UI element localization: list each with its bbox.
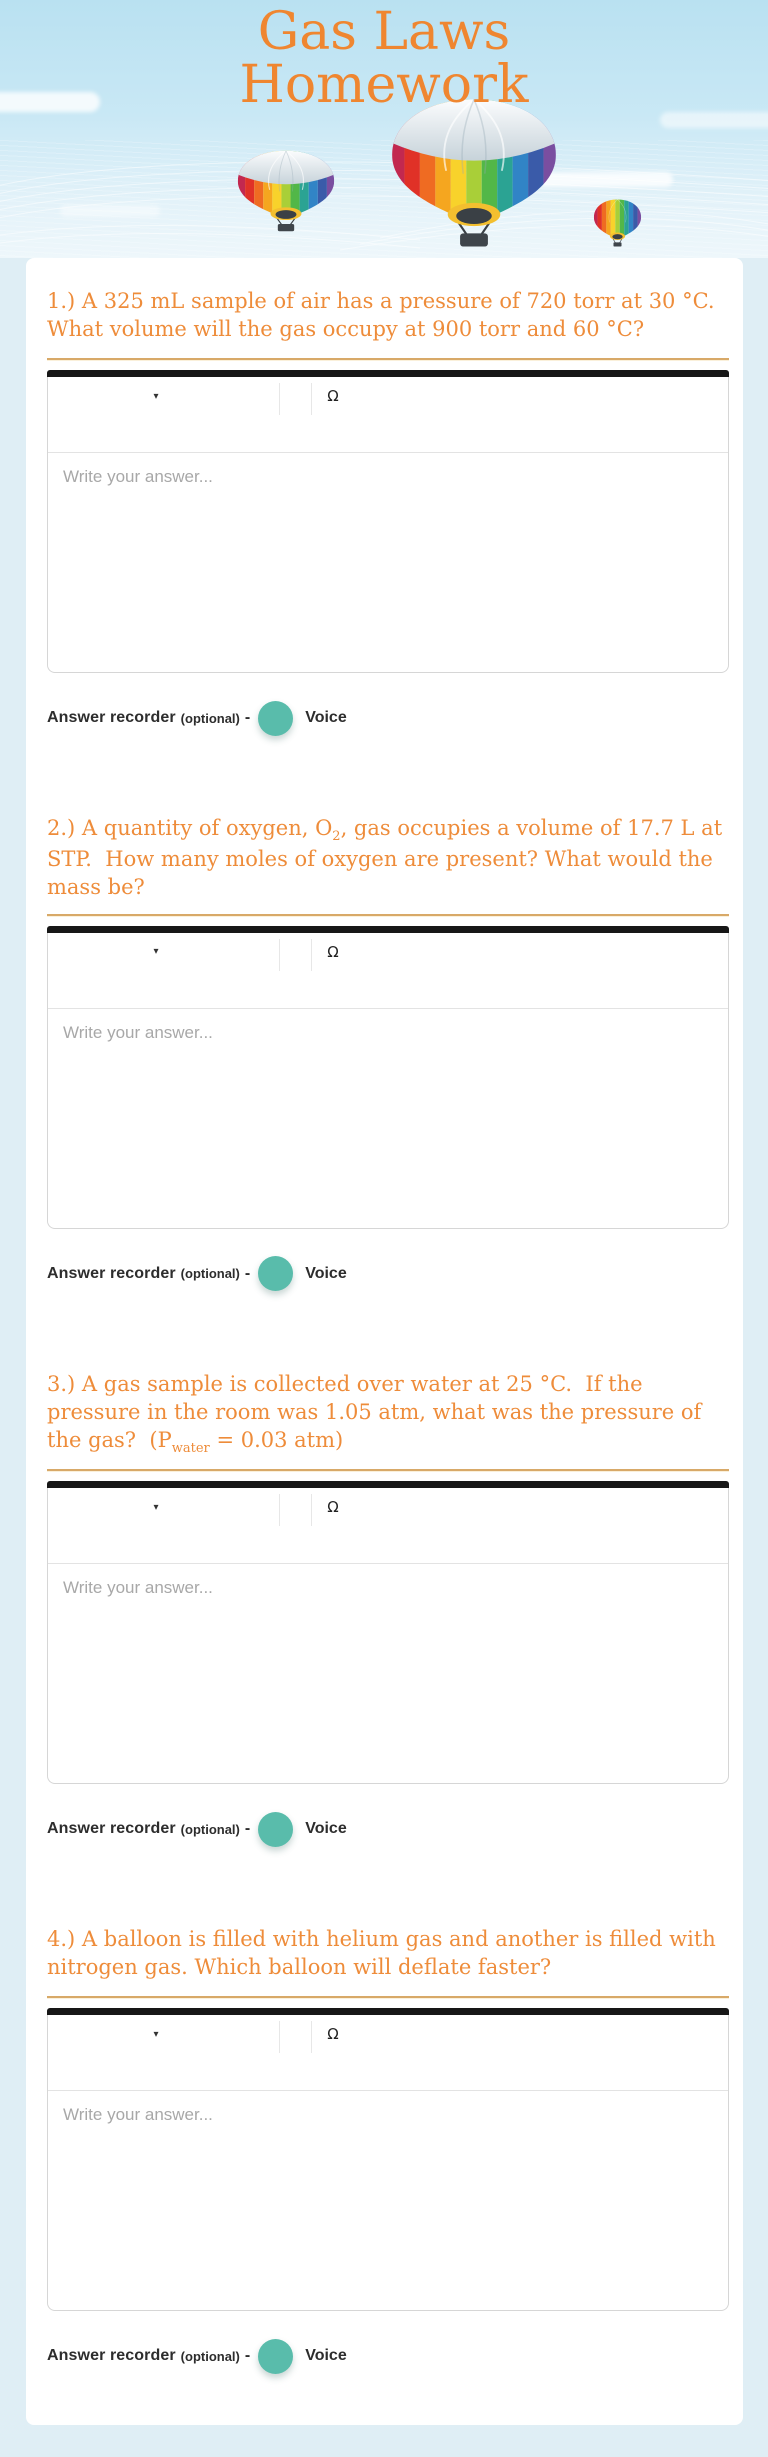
special-characters-button[interactable] [314,379,352,413]
toolbar-separator [279,2021,280,2053]
omega-icon: Ω [327,2025,339,2044]
recorder-optional-label: (optional) [180,710,240,726]
editor-top-bar [47,1481,729,1488]
recorder-label: Answer recorder [47,1820,176,1838]
voice-record-button-1[interactable] [258,701,293,736]
hot-air-balloon-medium [236,150,336,232]
question-block-3 [47,1371,729,1848]
voice-record-button-2[interactable] [258,1256,293,1291]
omega-icon: Ω [327,387,339,406]
question-text-before: 4.) A balloon is filled with helium gas and another is filled with nitrogen gas. Which balloon will deflate faster? [47,1927,723,1979]
voice-label: Voice [305,2347,347,2365]
recorder-optional-label: (optional) [180,2348,240,2364]
special-characters-button[interactable] [314,2017,352,2051]
cloud [660,112,768,128]
answer-editor-4 [47,2008,729,2311]
question-divider [47,358,729,360]
voice-label: Voice [305,1820,347,1838]
voice-label: Voice [305,709,347,727]
editor-toolbar [48,2015,728,2091]
toolbar-separator [279,383,280,415]
question-block-1 [47,288,729,737]
question-text-before: 2.) A quantity of oxygen, O [47,816,333,841]
question-text-subscript: water [171,1440,210,1456]
question-divider [47,1996,729,1998]
editor-toolbar [48,933,728,1009]
title-line-1: Gas Laws [257,2,511,62]
answer-editor-1 [47,370,729,673]
answer-input-2[interactable] [48,1009,728,1228]
worksheet-header-banner [0,0,768,258]
voice-record-button-3[interactable] [258,1812,293,1847]
voice-record-button-4[interactable] [258,2339,293,2374]
editor-toolbar [48,377,728,453]
toolbar-separator [311,2021,312,2053]
answer-input-3[interactable] [48,1564,728,1783]
toolbar-separator [311,383,312,415]
special-characters-button[interactable] [314,1490,352,1524]
answer-editor-3 [47,1481,729,1784]
editor-toolbar [48,1488,728,1564]
recorder-dash: - [244,709,251,727]
chevron-down-icon: ▾ [153,390,159,402]
question-divider [47,914,729,916]
chevron-down-icon: ▾ [153,2028,159,2040]
recorder-dash: - [244,1264,251,1282]
question-text-3 [47,1371,729,1457]
recorder-optional-label: (optional) [180,1266,240,1282]
paragraph-format-dropdown[interactable] [48,2017,264,2051]
special-characters-button[interactable] [314,935,352,969]
omega-icon: Ω [327,1498,339,1517]
question-divider [47,1469,729,1471]
question-text-subscript: 2 [332,829,341,845]
worksheet-title [0,2,768,116]
worksheet-card [26,258,743,2425]
answer-recorder-row-2 [47,1255,729,1293]
title-line-2: Homework [239,55,529,116]
editor-top-bar [47,370,729,377]
recorder-dash: - [244,2347,251,2365]
answer-editor-2 [47,926,729,1229]
editor-top-bar [47,2008,729,2015]
hot-air-balloon-small [593,199,642,247]
toolbar-separator [311,1494,312,1526]
paragraph-format-dropdown[interactable] [48,379,264,413]
answer-recorder-row-1 [47,699,729,737]
editor-top-bar [47,926,729,933]
question-text-after: = 0.03 atm) [209,1427,344,1452]
recorder-label: Answer recorder [47,709,176,727]
question-text-after: , gas occupies a volume of 17.7 L at STP. How many moles of oxygen are present? What would the mass be? [47,816,729,899]
chevron-down-icon: ▾ [153,946,159,958]
recorder-label: Answer recorder [47,2347,176,2365]
toolbar-separator [311,939,312,971]
answer-input-4[interactable] [48,2091,728,2310]
answer-input-1[interactable] [48,453,728,672]
omega-icon: Ω [327,942,339,961]
toolbar-separator [279,939,280,971]
answer-recorder-row-4 [47,2337,729,2375]
question-text-2 [47,815,729,901]
question-text-4 [47,1926,729,1984]
header-wave-lines [0,120,768,258]
recorder-dash: - [244,1820,251,1838]
cloud [60,205,160,217]
recorder-optional-label: (optional) [180,1821,240,1837]
recorder-label: Answer recorder [47,1264,176,1282]
question-text-1 [47,288,729,346]
hot-air-balloon-large [389,98,559,248]
paragraph-format-dropdown[interactable] [48,1490,264,1524]
question-text-before: 1.) A 325 mL sample of air has a pressure of 720 torr at 30 °C. What volume will the gas occupy at 900 torr and 60 °C? [47,289,728,341]
toolbar-separator [279,1494,280,1526]
voice-label: Voice [305,1264,347,1282]
question-block-2 [47,815,729,1292]
answer-recorder-row-3 [47,1810,729,1848]
paragraph-format-dropdown[interactable] [48,935,264,969]
question-block-4 [47,1926,729,2375]
question-text-before: 3.) A gas sample is collected over water at 25 °C. If the pressure in the room was 1.05 atm, what was the pressure of the gas? (P [47,1371,709,1452]
chevron-down-icon: ▾ [153,1501,159,1513]
